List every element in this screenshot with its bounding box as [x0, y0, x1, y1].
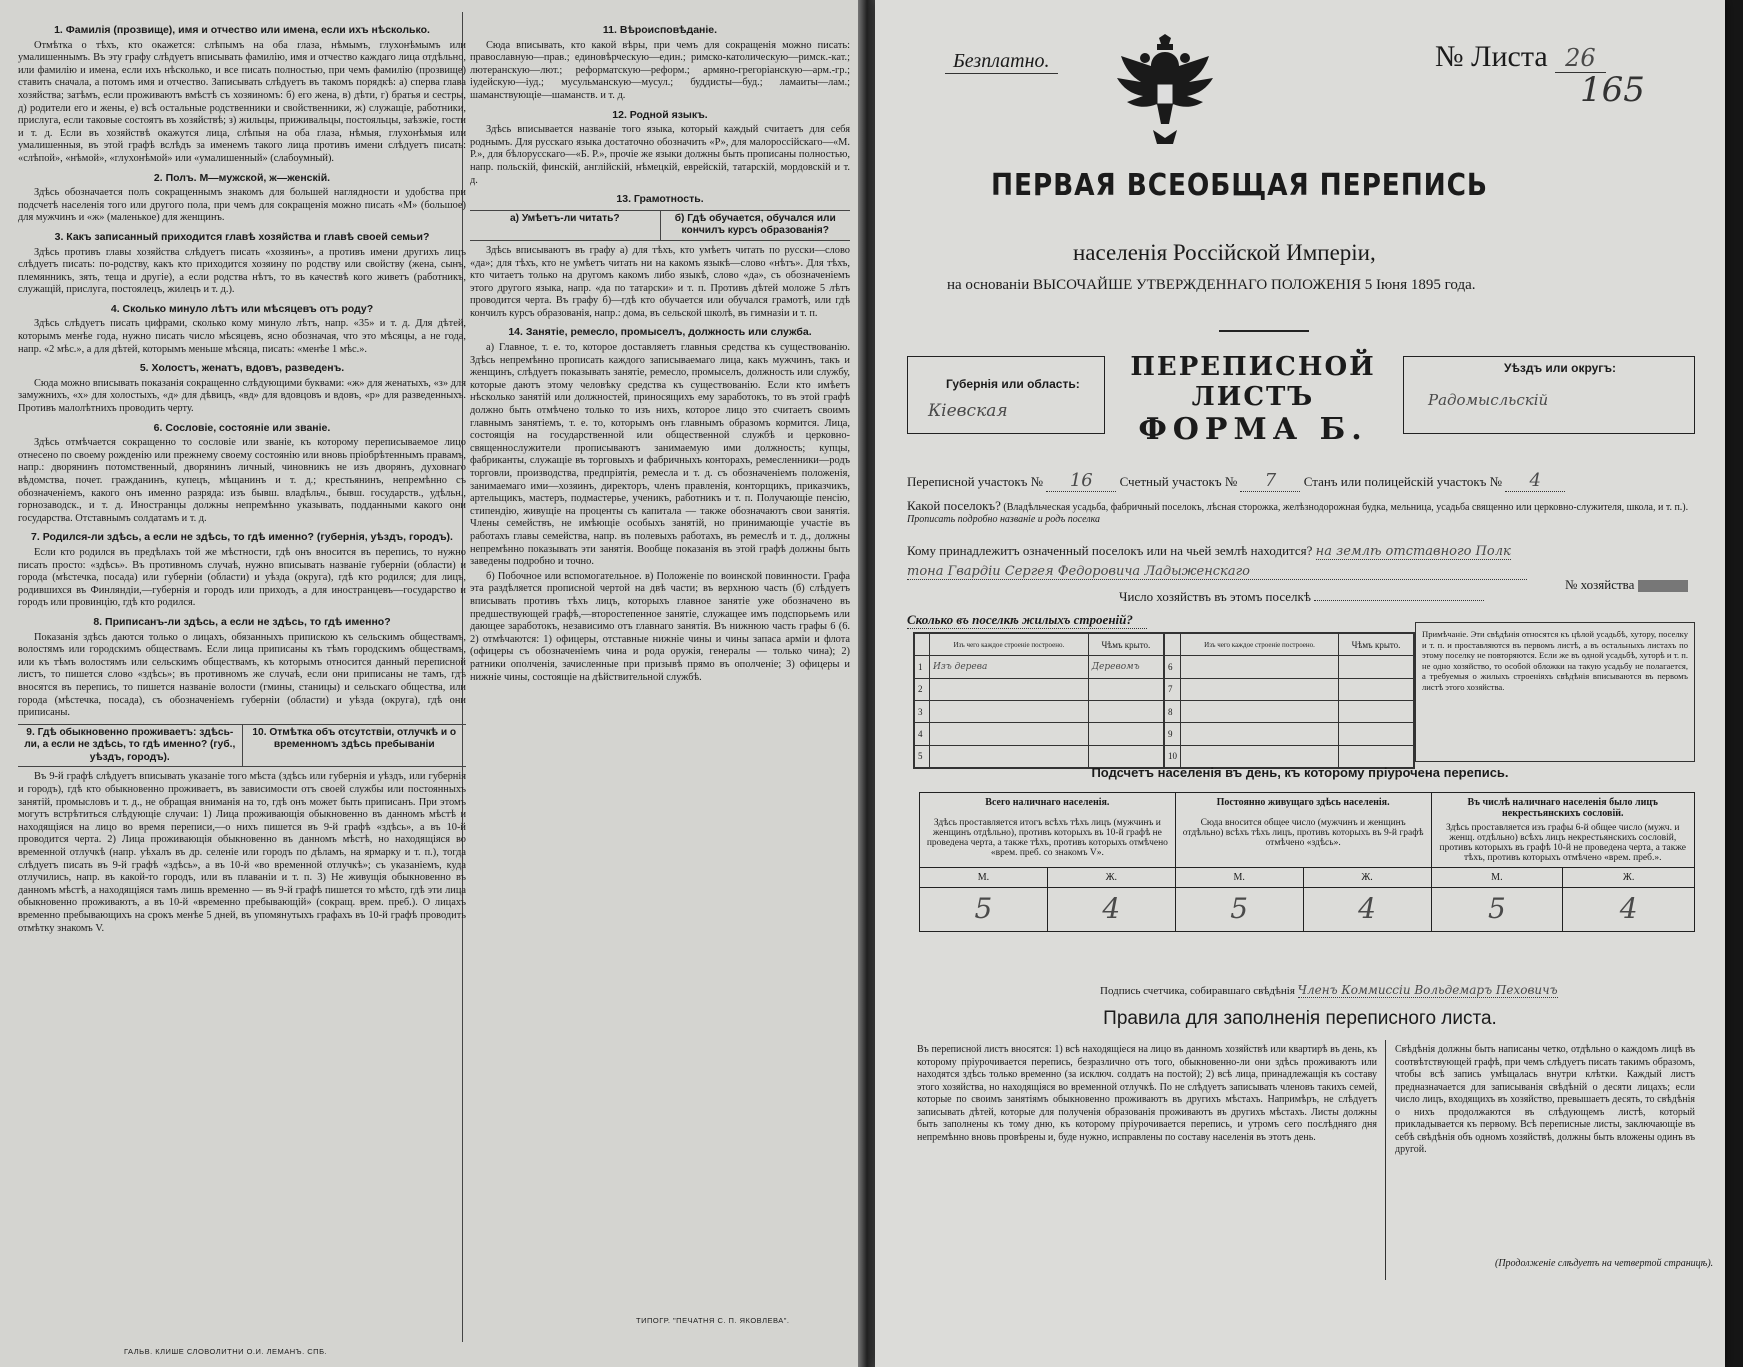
instruction-heading: 7. Родился-ли здѣсь, а если не здѣсь, то гдѣ именно? (губернiя, уѣздъ, городъ). — [31, 531, 453, 544]
rules-right-text: Свѣдѣнiя должны быть написаны четко, отдѣльно о каждомъ лицѣ въ соотвѣтствующей графѣ, при чемъ слѣдуетъ писать такимъ образомъ, чтобы всѣ запись умѣщалась внутри клѣтки. Каждый листъ предназначается для записыванiя свѣдѣнiй о десяти лицахъ; если число лицъ, входящихъ въ хозяйство, превышаетъ десять, то свѣдѣнiя о нихъ продолжаются въ слѣдующемъ листѣ, который прикладывается къ первому. Всѣ переписные листы, заключающiе въ себѣ свѣдѣнiя объ одномъ хозяйствѣ, должны быть вложены одинъ въ другой. — [1395, 1044, 1695, 1155]
owner-value-2: тона Гвардiи Сергея Федоровича Ладыженскаго — [907, 564, 1527, 580]
instruction-heading: а) Умѣетъ-ли читать? — [470, 211, 661, 240]
poselok-hint-2: Прописать подробно названiе и родъ поселка — [907, 514, 1101, 525]
instruction-heading: 12. Родной языкъ. — [612, 108, 708, 121]
uchastok-value: 16 — [1046, 470, 1116, 492]
instruction-text: Здѣсь отмѣчается сокращенно то сословiе или званiе, къ которому переписываемое лицо отнесено по своему рожденiю или прежнему своему состоянiю или вновь прiобрѣтеннымъ правамъ, напр.: дворянинъ потомственный, дворянинъ личный, чиновникъ не изъ дворянъ, духовнаго вѣдомства, почет. гражданинъ, купецъ, мѣщанинъ и т. д.; крестьянинъ, непремѣнно съ обозначенiемъ, какого онъ именно разряда: изъ бывш. владѣльч., бывш. государств., удѣльн., горнозаводск., и т. д. Иностранцы должны непремѣнно указывать, подданными какого они государства. Отставнымъ солдатамъ и т. д. — [18, 437, 466, 524]
pop-total-zh: 4 — [1047, 888, 1175, 932]
uchastok-label: Переписной участокъ № — [907, 474, 1044, 489]
instruction-text: Здѣсь вписываютъ въ графу а) для тѣхъ, кто умѣетъ читать по русски—слово «да»; для тѣхъ, кто не умѣетъ читать ни на какомъ языкѣ—слово «нѣтъ». Для тѣхъ, кто читаетъ только на другомъ какомъ либо языкѣ, слово «да», съ обозначенiемъ этого другого языка, напр. «да по татарски» и т. п. Противъ дѣтей моложе 5 лѣтъ проводится черта. Въ графу б)—гдѣ кто обучается или обучался грамотѣ, или гдѣ кончилъ курсъ образованiя, напр.: дома, въ сельской школѣ, въ гимназiи и т. п. — [470, 244, 850, 319]
title-rule — [1219, 330, 1309, 332]
instruction-text: Показанiя здѣсь даются только о лицахъ, обязанныхъ припискою къ сельскимъ обществамъ, волостямъ или городскимъ обществамъ. Если лица приписаны къ тѣмъ городскимъ обществамъ, или къ тѣмъ волостямъ или сельскимъ обществамъ, къ которымъ относится данный переписной листъ, то пишется слово «здѣсь»; въ противномъ же случаѣ, если они приписаны не тамъ, гдѣ вносятся въ перепись, то пишется названiе волости (гмины, станицы) и сельскаго общества, или города (мѣстечка, посада), съ обозначенiемъ губернiи (области) и уѣзда (округа), гдѣ они приписаны. — [18, 631, 466, 719]
instruction-text: Здѣсь слѣдуетъ писать цифрами, сколько кому минуло лѣтъ, напр. «35» и т. д. Для дѣтей, которымъ менѣе года, нужно писать число мѣсяцевъ, ясно обозначая, что это мѣсяцы, а не года, напр. «2 мѣс.», а для дѣтей, которымъ меньше мѣсяца, писать: «менѣе 1 мѣс.». — [18, 318, 466, 355]
m-label: М. — [1431, 868, 1563, 888]
uezd-box — [1403, 356, 1695, 434]
instruction-heading: б) Гдѣ обучается, обучался или кончилъ курсъ образованiя? — [674, 212, 836, 237]
instruction-heading: 3. Какъ записанный приходится главѣ хозяйства и главѣ своей семьи? — [54, 230, 430, 243]
zh-label: Ж. — [1047, 868, 1175, 888]
pop-total-desc: Здѣсь проставляется итогъ всѣхъ тѣхъ лицъ (мужчинъ и женщинъ отдѣльно), противъ которыхъ въ 10-й графѣ не проведена черта, а также тѣхъ, противъ которыхъ отмѣчено «врем. преб. со знакомъ V». — [926, 818, 1168, 858]
pop-resident-head: Постоянно живущаго здѣсь населенiя. — [1216, 797, 1390, 808]
m-label: М. — [1175, 868, 1303, 888]
building-material: Изъ дерева — [930, 656, 1089, 678]
instruction-text: Здѣсь вписывается названiе того языка, который каждый считаетъ для себя роднымъ. Для русскаго языка достаточно обозначить «Р», для малороссiйскаго—«М. Р.», для бѣлорусскаго—«Б. Р.», прочiе же языки должны быть прописаны полностью, напр. польскiй, финскiй, англiйскiй, нѣмецкiй, еврейскiй, татарскiй, мордовскiй и т. д. — [470, 124, 850, 186]
pop-resident-cell — [1175, 793, 1431, 868]
signature-row — [1100, 983, 1558, 997]
schetny-label: Счетный участокъ № — [1119, 474, 1238, 489]
owner-value-1: на землѣ отставного Полк — [1315, 544, 1511, 559]
poselok-row — [907, 500, 1697, 526]
instruction-text: Въ 9-й графѣ слѣдуетъ вписывать указанiе того мѣста (здѣсь или губернiя и уѣздъ, или губернiя и городъ), гдѣ кто обыкновенно проживаетъ, въ зависимости отъ своей службы или постоянныхъ занятiй, промысловъ и т. д., не обращая вниманiя на то, гдѣ онъ может быть приписанъ. При этомъ могутъ встрѣтиться слѣдующiе случаи: 1) Лица проживающiя обыкновенно въ данномъ мѣстѣ и находящiяся на лицо во время переписи,—о нихъ пишется въ 9-й графѣ «здѣсь», а въ 10-й проводится черта. 2) Лица проживающiя обыкновенно въ данномъ мѣстѣ, но находящiяся во временной отлучкѣ (напр. уѣхалъ въ др. селенiе или городъ по дѣламъ, на ярмарку и т. п.), тогда слѣдуетъ писать въ 9-й графѣ «здѣсь», а въ 10-й «во временной отлучкѣ»; съ указанiемъ, куда отлучились, напр. въ какой-то городъ, или въ плаванiи и т. п. 3) Не живущiя обыкновенно въ данномъ мѣстѣ, а находящiяся тамъ лишь временно — въ 9-й графѣ пишется то мѣсто, гдѣ эти лица обыкновенно проживаютъ, а въ 10-й «временно пребывающiй» (сокращ. врем. преб.). О лицахъ временно пребывающихъ на срокъ менѣе 5 дней, въ упомянутыхъ графахъ въ 10-й графѣ проводить отмѣтку знакомъ V. — [18, 771, 466, 934]
rules-left-text: Въ переписной листъ вносятся: 1) всѣ находящiеся на лицо въ данномъ хозяйствѣ или квартирѣ въ день, къ которому прiурочивается перепись, безразлично отъ того, обыкновенно-ли они здѣсь проживаютъ или находятся здѣсь только временно (за исключ. солдатъ на постой); 2) всѣ лица, принадлежащiя къ составу этого хозяйства, но находящiяся во временной отлучкѣ. По не слѣдуетъ записывать членовъ такихъ семей, которые по своимъ занятiямъ обыкновенно проживаютъ въ другихъ мѣстахъ. Напримѣръ, не слѣдуетъ записывать дѣтей, которые для полученiя образованiя проживаютъ въ другихъ мѣстахъ. Листы должны быть заполнены къ тому дню, къ которому прiурочивается перепись, и утромъ сего послѣдняго дня непремѣнно вновь провѣрены и, буде нужно, исправлены по составу населенiя въ этотъ день. — [917, 1044, 1377, 1143]
two-column-heading — [18, 724, 466, 768]
instruction-text: Сюда вписывать, кто какой вѣры, при чемъ для сокращенiя можно писать: православную—прав.; единовѣрческую—един.; римско-католическую—римск.-кат.; лютеранскую—лют.; реформатскую—реформ.; армяно-грегорiанскую—арм.-гр.; iудейскую—iуд.; мусульманскую—мусул.; буддисты—буд.; ламаиты—лам.; шаманствующiе—шаманств. и т. д. — [470, 39, 850, 101]
uezd-label: Уѣздъ или округъ: — [1504, 361, 1617, 375]
instruction-text: Отмѣтка о тѣхъ, кто окажется: слѣпымъ на оба глаза, нѣмымъ, глухонѣмымъ или умалишеннымъ. Въ эту графу слѣдуетъ вписывать фамилiю, имя и отчество каждаго лица отдѣльно, или фамилiю и имена, если ихъ нѣсколько, и все писать полностью, при чемъ фамилiю (прозвище) ставить сначала, а потомъ имя и отчество. Записывать слѣдуетъ въ такомъ порядкѣ: а) сперва глава хозяйства; затѣмъ, если проживаютъ вмѣстѣ съ хозяиномъ: б) его жена, в) дѣти, г) братья и сестры, д) родители его и жены, е) всѣ остальные родственники и свойственники, ж) служащiе, работники, прислуга, если таковые состоятъ въ хозяйствѣ; з) жильцы, приживальцы, постояльцы, заѣзжiе, гости и т. д. Если въ хозяйствѣ окажутся лица, слѣпыя на оба глаза, нѣмыя, глухонѣмыя или умалишенныя, въ этой графѣ вслѣдъ за именемъ такого лица противъ имени слѣдуетъ писать: «слѣпой», «нѣмой», «глухонѣмой» или «умалишенный» (слабоумный). — [18, 39, 466, 164]
instructions-column-2 — [470, 18, 850, 686]
poselok-hint: (Владѣльческая усадьба, фабричный поселокъ, лѣсная сторожка, желѣзнодорожная будка, мельница, усадьба священно или церковно-служителя, школа, и т. п.). — [1003, 502, 1689, 513]
rules-divider — [1385, 1040, 1386, 1280]
census-form-page — [875, 0, 1725, 1367]
rules-title: Правила для заполненiя переписного листа. — [1103, 1008, 1497, 1029]
instruction-text: б) Побочное или вспомогательное. в) Положенiе по воинской повинности. Графа эта раздѣляется прописной чертой на двѣ части; въ верхнюю часть (б) слѣдуетъ вписывать противъ тѣхъ лицъ, которыхъ главное занятiе уже обозначено въ предшествующей графѣ,—второстепенное занятiе, служащее имъ подспорьемъ или дающее заработокъ, независимо отъ главнаго занятiя. Въ нижнюю часть графы 6 (6. 2) отмѣчаются: 1) офицеры, отставные нижнiе чины и чины запаса армiи и флота (офицеры съ обозначенiемъ чина и рода оружiя, генералы — только чина); 2) ратники ополченiя, зачисленные при призывѣ прямо въ ополченiе; 3) офицеры и нижнiе чины, состоящiе на дѣйствительной службѣ. — [470, 570, 850, 683]
households-row — [1119, 589, 1484, 605]
buildings-col-roof: Чѣмъ крыто. — [1339, 634, 1414, 656]
sheet-number-value: 26 — [1555, 44, 1606, 73]
uchastok-row — [907, 470, 1565, 492]
gubernia-value: Кiевская — [928, 401, 1008, 421]
household-number-row — [1565, 577, 1688, 593]
m-label: М. — [920, 868, 1048, 888]
left-instruction-page — [0, 0, 862, 1367]
schetny-value: 7 — [1240, 470, 1300, 492]
building-row-n: 5 — [915, 745, 930, 767]
pop-noncpeasant-zh: 4 — [1563, 888, 1695, 932]
instruction-heading: 1. Фамилiя (прозвище), имя и отчество или имена, если ихъ нѣсколько. — [54, 24, 430, 36]
instruction-text: 14. Занятiе, ремесло, промыселъ, должность или служба. — [508, 326, 812, 339]
signature-value: Членъ Коммиссiи Вольдемаръ Пеховичъ — [1297, 983, 1558, 997]
households-label: Число хозяйствъ въ этомъ поселкѣ — [1119, 589, 1311, 604]
instruction-heading: 9. Гдѣ обыкновенно проживаетъ: здѣсь-ли, а если не здѣсь, то гдѣ именно? (губ., уѣздъ, городъ). — [18, 725, 243, 767]
pop-noncpeasant-m: 5 — [1431, 888, 1563, 932]
pop-total-head: Всего наличнаго населенiя. — [985, 797, 1110, 808]
building-row-n: 10 — [1165, 745, 1181, 767]
building-roof: Деревомъ — [1088, 656, 1163, 678]
form-title-box — [1103, 352, 1403, 447]
census-decree: на основанiи ВЫСОЧАЙШЕ УТВЕРЖДЕННАГО ПОЛОЖЕНIЯ 5 Iюня 1895 года. — [947, 277, 1476, 293]
pop-noncpeasant-desc: Здѣсь проставляется изъ графы 6-й общее число (мужч. и женщ. отдѣльно) всѣхъ лицъ некрестьянскихъ сословiй, противъ которыхъ въ графѣ 10-й не проведена черта, а также тѣхъ, противъ которыхъ отмѣчено «врем. преб.». — [1439, 823, 1686, 863]
instruction-heading: 11. Вѣроисповѣданiе. — [602, 24, 718, 36]
buildings-col-roof: Чѣмъ крыто. — [1088, 634, 1163, 656]
pop-resident-m: 5 — [1175, 888, 1303, 932]
pop-noncpeasant-head: Въ числѣ наличнаго населенiя было лицъ некрестьянскихъ сословiй. — [1467, 797, 1658, 819]
pop-resident-desc: Сюда вносится общее число (мужчинъ и женщинъ отдѣльно) всѣхъ тѣхъ лицъ, противъ которыхъ въ 9-й графѣ отмѣчено «здѣсь». — [1182, 818, 1424, 848]
buildings-label: Сколько въ поселкѣ жилыхъ строенiй? — [907, 612, 1147, 629]
buildings-note: Примѣчанiе. Эти свѣдѣнiя относятся къ цѣлой усадьбѣ, хутору, поселку и т. п. и проставляются въ первомъ листѣ, а въ остальныхъ листахъ по этому поселку не повторяются. Если же въ одной усадьбѣ, хуторѣ и т. п. не одно хозяйство, то особой обложки на такую усадьбу не полагается, а требуемыя о жилыхъ строенiяхъ свѣдѣнiя вписываются въ первомъ листѣ этого хозяйства. — [1415, 622, 1695, 762]
form-title-1: ПЕРЕПИСНОЙ ЛИСТЪ — [1130, 352, 1376, 412]
instruction-heading: 13. Грамотность. — [616, 193, 704, 206]
sheet-number-label: № Листа — [1435, 40, 1548, 73]
population-table — [919, 792, 1695, 932]
sheet-number-handwritten: 165 — [1580, 70, 1645, 110]
sheet-number — [1435, 40, 1606, 74]
stan-label: Станъ или полицейскiй участокъ № — [1303, 474, 1503, 489]
instructions-column-1 — [18, 18, 466, 937]
buildings-col-material: Изъ чего каждое строенiе построено. — [1181, 634, 1339, 656]
household-number-label: № хозяйства — [1565, 577, 1635, 592]
signature-label: Подпись счетчика, собиравшаго свѣдѣнiя — [1100, 985, 1295, 997]
pop-total-cell — [920, 793, 1176, 868]
free-label: Безплатно. — [945, 50, 1058, 74]
instruction-text: Здѣсь противъ главы хозяйства слѣдуетъ писать «хозяинъ», а противъ имени другихъ лицъ слѣдуетъ писать: по-родству, какъ кто приходится хозяину по родству или свойству (жена, сынъ, племянникъ, зять, теща и другiе), а если родства нѣтъ, то въ качествѣ кого живетъ (работникъ, служащiй, прислуга, постоялецъ, жилецъ и т. д.). — [18, 246, 466, 296]
imprint-left: ГАЛЬВ. КЛИШЕ СЛОВОЛИТНИ О.И. ЛЕМАНЪ. СПБ. — [124, 1347, 328, 1356]
owner-row — [907, 543, 1511, 559]
pop-total-m: 5 — [920, 888, 1048, 932]
instruction-text: а) Главное, т. е. то, которое доставляетъ главныя средства къ существованiю. Здѣсь непремѣнно прописать каждого записываемаго лица, какъ мужчинъ, такъ и женщинъ, слѣдуетъ показывать занятiе, ремесло, промыселъ, должность или службу, которые даютъ этому человѣку средства къ существованiю. Если кто имѣетъ нѣсколько занятiй или должностей, приносящихъ ему заработокъ, то въ этой графѣ должно быть отмѣчено только то изъ нихъ, которое лицо это считаетъ своимъ главнымъ занятiемъ, т. е. то, которымъ онъ главнымъ образомъ кормится. Лица, состоящiя на государственной или общественной службѣ и церковно-священнослужители прописываютъ занимаемую ими должность; купцы, фабриканты, служащiе въ торговыхъ и фабричныхъ конторахъ, ремесленники—родъ торговли, производства, предпрiятiя, ремесла и т. д. съ обозначенiемъ положенiя, занимаемаго ими—хозяинъ, директоръ, членъ правленiя, конторщикъ, приказчикъ, артельщикъ, мастеръ, подмастерье, ученикъ, работникъ и т. п. Получающiе пенсiю, стипендiю, живущiе на проценты съ капитала — также обозначаютъ свои занятiя. Члены семействъ, не имѣющiе особыхъ занятiй, но принимающiе участiе въ работахъ главы семейства, напр. въ полевыхъ работахъ, въ ремеслѣ и т. д., должны непремѣнно показывать эти занятiя. Вообще показанiя въ этой графѣ должны быть заведены подробно и точно. — [470, 342, 850, 568]
buildings-col-material: Изъ чего каждое строенiе построено. — [930, 634, 1089, 656]
uezd-value: Радомысльскiй — [1428, 391, 1549, 409]
building-row-n: 4 — [915, 723, 930, 745]
two-column-heading — [470, 210, 850, 241]
coat-of-arms-icon — [1105, 28, 1225, 163]
zh-label: Ж. — [1303, 868, 1431, 888]
instruction-heading: 5. Холостъ, женатъ, вдовъ, разведенъ. — [139, 362, 345, 375]
census-title: ПЕРВАЯ ВСЕОБЩАЯ ПЕРЕПИСЬ — [991, 168, 1488, 203]
building-row-n: 2 — [915, 678, 930, 700]
gubernia-box — [907, 356, 1105, 434]
building-row-n: 8 — [1165, 700, 1181, 722]
buildings-table-right — [1164, 633, 1414, 768]
census-subtitle: населенiя Россiйской Имперiи, — [1073, 240, 1376, 265]
instruction-text: Здѣсь обозначается полъ сокращеннымъ знакомъ для большей наглядности и удобства при подсчетѣ населенiя того или другого пола, при чемъ для сокращенiя можно писать «М» (большое) для мужчинъ и «ж» (маленькое) для женщинъ. — [18, 187, 466, 224]
instruction-text: Если кто родился въ предѣлахъ той же мѣстности, гдѣ онъ вносится въ перепись, то нужно писать просто: «здѣсь». Въ противномъ случаѣ, нужно вписывать названiе губернiи (области) и города (мѣстечка, посада) или губернiи (области) и уѣзда (округа), гдѣ кто родился; для лицъ, родившихся въ Финляндiи,—губернiя и городъ или приходъ, а для иностранцевъ—государство и городъ или провинцiю, гдѣ кто родился. — [18, 546, 466, 609]
rules-continued: (Продолженiе слѣдуетъ на четвертой страницѣ). — [1495, 1258, 1714, 1269]
zh-label: Ж. — [1563, 868, 1695, 888]
building-row-n: 6 — [1165, 656, 1181, 678]
pop-resident-zh: 4 — [1303, 888, 1431, 932]
instruction-text: Сюда можно вписывать показанiя сокращенно слѣдующими буквами: «ж» для женатыхъ, «з» для замужнихъ, «х» для холостыхъ, «д» для дѣвицъ, «вд» для вдовцовъ и вдовъ, «р» для разведенныхъ. Противъ малолѣтнихъ проводить черту. — [18, 377, 466, 415]
imprint-right: ТИПОГР. "ПЕЧАТНЯ С. П. ЯКОВЛЕВА". — [636, 1316, 790, 1325]
form-title-2: ФОРМА Б. — [1138, 412, 1368, 447]
instruction-heading: 8. Приписанъ-ли здѣсь, а если не здѣсь, то гдѣ именно? — [93, 615, 391, 628]
poselok-label: Какой поселокъ? — [907, 498, 1001, 513]
pop-noncpeasant-cell — [1431, 793, 1695, 868]
building-row-n: 7 — [1165, 678, 1181, 700]
instruction-heading: 10. Отмѣтка объ отсутствiи, отлучкѣ и о временномъ здѣсь пребыванiи — [252, 726, 457, 751]
buildings-table — [913, 632, 1415, 769]
instruction-heading: 2. Полъ. М—мужской, ж—женскiй. — [153, 171, 331, 184]
stan-value: 4 — [1505, 470, 1565, 492]
owner-label: Кому принадлежитъ означенный поселокъ или на чьей землѣ находится? — [907, 543, 1313, 558]
building-row-n: 1 — [915, 656, 930, 678]
instruction-heading: 6. Сословiе, состоянiе или званiе. — [153, 421, 331, 434]
population-title: Подсчетъ населенiя въ день, къ которому прiурочена перепись. — [1091, 765, 1509, 780]
buildings-table-left — [914, 633, 1164, 768]
building-row-n: 9 — [1165, 723, 1181, 745]
building-row-n: 3 — [915, 700, 930, 722]
gubernia-label: Губернiя или область: — [946, 377, 1080, 391]
instruction-heading: 4. Сколько минуло лѣтъ или мѣсяцевъ отъ роду? — [110, 302, 374, 315]
